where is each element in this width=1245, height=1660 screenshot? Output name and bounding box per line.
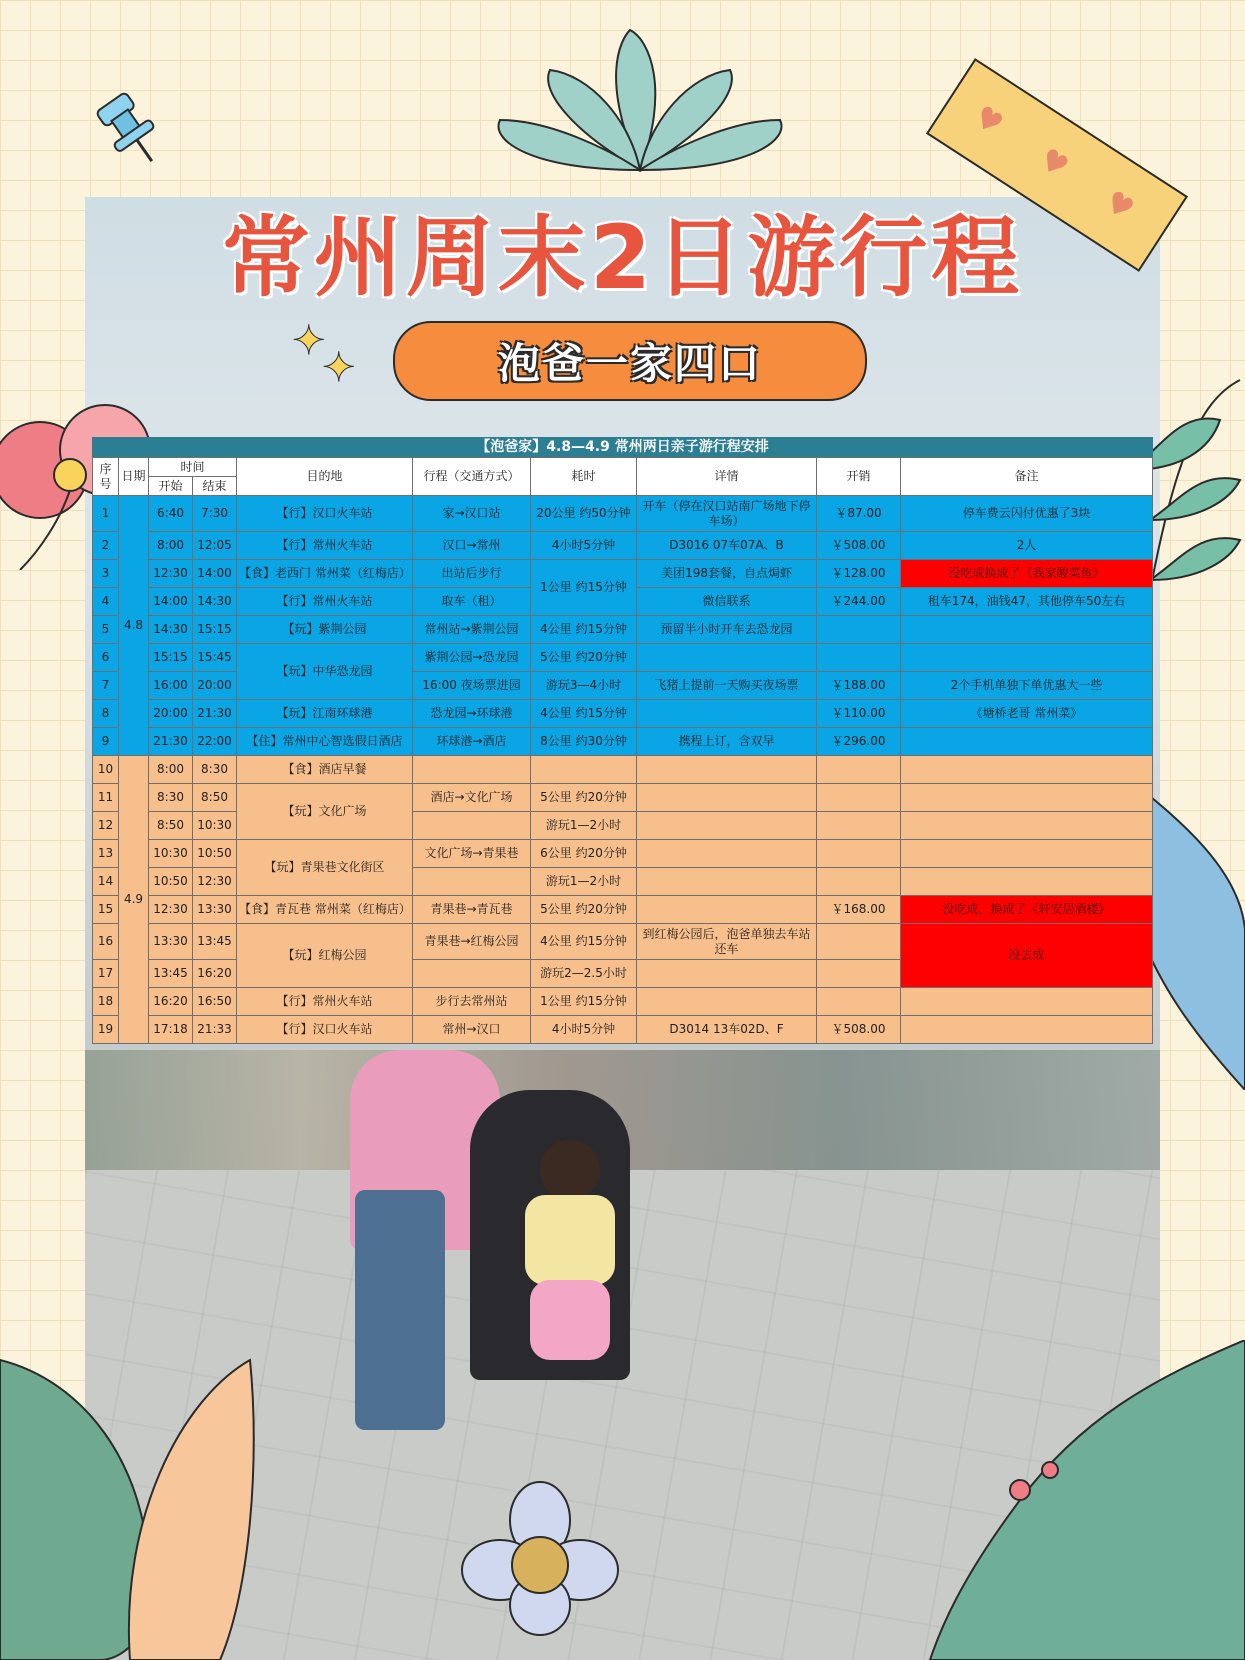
cell-destination: 【行】常州火车站 bbox=[237, 532, 413, 560]
table-row bbox=[93, 1016, 1153, 1044]
cell-notes: 没去成 bbox=[901, 924, 1153, 988]
cell-start: 16:20 bbox=[149, 988, 193, 1016]
table-caption: 【泡爸家】4.8—4.9 常州两日亲子游行程安排 bbox=[92, 437, 1153, 457]
cell-duration: 8公里 约30分钟 bbox=[531, 728, 637, 756]
cell-details bbox=[637, 784, 817, 812]
header-route: 行程（交通方式） bbox=[413, 458, 531, 496]
cell-notes bbox=[901, 1016, 1153, 1044]
plant-icon bbox=[490, 20, 790, 180]
heart-icon: ♥ bbox=[967, 99, 1010, 144]
cell-end: 10:50 bbox=[193, 840, 237, 868]
cell-seq: 2 bbox=[93, 532, 119, 560]
cell-cost: ￥508.00 bbox=[817, 532, 901, 560]
table-row bbox=[93, 756, 1153, 784]
cell-seq: 14 bbox=[93, 868, 119, 896]
header-destination: 目的地 bbox=[237, 458, 413, 496]
cell-start: 10:50 bbox=[149, 868, 193, 896]
cell-notes bbox=[901, 784, 1153, 812]
cell-notes: 2个手机单独下单优惠大一些 bbox=[901, 672, 1153, 700]
cell-route: 汉口→常州 bbox=[413, 532, 531, 560]
photo-child bbox=[520, 1140, 620, 1360]
cell-route: 常州→汉口 bbox=[413, 1016, 531, 1044]
leaf-icon bbox=[0, 1340, 260, 1660]
cell-seq: 9 bbox=[93, 728, 119, 756]
cell-route: 家→汉口站 bbox=[413, 496, 531, 532]
table-row bbox=[93, 784, 1153, 812]
cell-notes bbox=[901, 840, 1153, 868]
cell-start: 20:00 bbox=[149, 700, 193, 728]
cell-route: 文化广场→青果巷 bbox=[413, 840, 531, 868]
table-row bbox=[93, 840, 1153, 868]
cell-details bbox=[637, 700, 817, 728]
cell-start: 6:40 bbox=[149, 496, 193, 532]
cell-notes: 2人 bbox=[901, 532, 1153, 560]
cell-duration: 游玩1—2小时 bbox=[531, 868, 637, 896]
cell-destination: 【玩】青果巷文化街区 bbox=[237, 840, 413, 896]
cell-start: 13:45 bbox=[149, 960, 193, 988]
plant-icon bbox=[900, 1340, 1245, 1660]
cell-end: 13:30 bbox=[193, 896, 237, 924]
table-row bbox=[93, 728, 1153, 756]
table-row bbox=[93, 988, 1153, 1016]
cell-details bbox=[637, 644, 817, 672]
cell-route: 紫荆公园→恐龙园 bbox=[413, 644, 531, 672]
cell-details: 到红梅公园后，泡爸单独去车站还车 bbox=[637, 924, 817, 960]
cell-route: 取车（租） bbox=[413, 588, 531, 616]
cell-end: 16:50 bbox=[193, 988, 237, 1016]
cell-end: 21:33 bbox=[193, 1016, 237, 1044]
cell-duration: 游玩3—4小时 bbox=[531, 672, 637, 700]
cell-destination: 【住】常州中心智选假日酒店 bbox=[237, 728, 413, 756]
table-row bbox=[93, 644, 1153, 672]
cell-duration: 4小时5分钟 bbox=[531, 1016, 637, 1044]
cell-seq: 12 bbox=[93, 812, 119, 840]
cell-end: 12:05 bbox=[193, 532, 237, 560]
cell-route: 出站后步行 bbox=[413, 560, 531, 588]
table-row bbox=[93, 532, 1153, 560]
heart-icon: ♥ bbox=[1098, 183, 1140, 228]
cell-end: 16:20 bbox=[193, 960, 237, 988]
cell-start: 14:30 bbox=[149, 616, 193, 644]
cell-seq: 1 bbox=[93, 496, 119, 532]
cell-route: 16:00 夜场票进园 bbox=[413, 672, 531, 700]
header-duration: 耗时 bbox=[531, 458, 637, 496]
cell-end: 14:00 bbox=[193, 560, 237, 588]
cell-duration: 4公里 约15分钟 bbox=[531, 924, 637, 960]
cell-notes: 没吃成，换成了《轩安居酒楼》 bbox=[901, 896, 1153, 924]
cell-cost: ￥508.00 bbox=[817, 1016, 901, 1044]
header-start: 开始 bbox=[149, 477, 193, 496]
cell-duration: 游玩2—2.5小时 bbox=[531, 960, 637, 988]
cell-end: 14:30 bbox=[193, 588, 237, 616]
cell-cost bbox=[817, 812, 901, 840]
cell-end: 15:15 bbox=[193, 616, 237, 644]
sparkle-icon: ✦ bbox=[292, 318, 326, 364]
cell-destination: 【食】酒店早餐 bbox=[237, 756, 413, 784]
cell-date: 4.8 bbox=[119, 496, 149, 756]
cell-route: 恐龙园→环球港 bbox=[413, 700, 531, 728]
cell-duration: 5公里 约20分钟 bbox=[531, 644, 637, 672]
cell-cost bbox=[817, 924, 901, 960]
flower-icon bbox=[460, 1480, 620, 1640]
cell-duration: 6公里 约20分钟 bbox=[531, 840, 637, 868]
cell-cost bbox=[817, 756, 901, 784]
itinerary-table bbox=[92, 437, 1153, 1044]
cell-cost bbox=[817, 868, 901, 896]
cell-start: 8:00 bbox=[149, 756, 193, 784]
cell-duration bbox=[531, 756, 637, 784]
cell-destination: 【玩】紫荆公园 bbox=[237, 616, 413, 644]
cell-duration: 4小时5分钟 bbox=[531, 532, 637, 560]
cell-cost: ￥128.00 bbox=[817, 560, 901, 588]
cell-details bbox=[637, 868, 817, 896]
push-pin-icon bbox=[90, 90, 170, 170]
cell-notes: 没吃成换成了《我家酸菜鱼》 bbox=[901, 560, 1153, 588]
cell-start: 16:00 bbox=[149, 672, 193, 700]
cell-cost: ￥168.00 bbox=[817, 896, 901, 924]
cell-destination: 【食】青瓦巷 常州菜（红梅店） bbox=[237, 896, 413, 924]
cell-notes bbox=[901, 812, 1153, 840]
cell-seq: 6 bbox=[93, 644, 119, 672]
cell-route: 环球港→酒店 bbox=[413, 728, 531, 756]
cell-destination: 【玩】红梅公园 bbox=[237, 924, 413, 988]
header-end: 结束 bbox=[193, 477, 237, 496]
header-seq: 序号 bbox=[93, 458, 119, 496]
cell-destination: 【行】汉口火车站 bbox=[237, 496, 413, 532]
cell-duration: 5公里 约20分钟 bbox=[531, 896, 637, 924]
cell-duration: 5公里 约20分钟 bbox=[531, 784, 637, 812]
cell-details bbox=[637, 840, 817, 868]
subtitle-badge bbox=[393, 321, 867, 401]
cell-notes: 租车174，油钱47，其他停车50左右 bbox=[901, 588, 1153, 616]
table-row bbox=[93, 924, 1153, 960]
cell-seq: 4 bbox=[93, 588, 119, 616]
header-date: 日期 bbox=[119, 458, 149, 496]
cell-seq: 19 bbox=[93, 1016, 119, 1044]
table-row bbox=[93, 616, 1153, 644]
cell-duration: 1公里 约15分钟 bbox=[531, 560, 637, 616]
header-cost: 开销 bbox=[817, 458, 901, 496]
cell-start: 17:18 bbox=[149, 1016, 193, 1044]
cell-end: 8:50 bbox=[193, 784, 237, 812]
cell-route: 步行去常州站 bbox=[413, 988, 531, 1016]
table-row bbox=[93, 496, 1153, 532]
cell-notes bbox=[901, 756, 1153, 784]
cell-end: 10:30 bbox=[193, 812, 237, 840]
cell-destination: 【玩】中华恐龙园 bbox=[237, 644, 413, 700]
cell-cost: ￥110.00 bbox=[817, 700, 901, 728]
cell-destination: 【玩】文化广场 bbox=[237, 784, 413, 840]
cell-cost: ￥188.00 bbox=[817, 672, 901, 700]
cell-date: 4.9 bbox=[119, 756, 149, 1044]
cell-details: D3014 13车02D、F bbox=[637, 1016, 817, 1044]
cell-destination: 【行】汉口火车站 bbox=[237, 1016, 413, 1044]
cell-details: 微信联系 bbox=[637, 588, 817, 616]
header-time: 时间 bbox=[149, 458, 237, 477]
cell-details bbox=[637, 812, 817, 840]
cell-cost bbox=[817, 960, 901, 988]
cell-start: 21:30 bbox=[149, 728, 193, 756]
header-details: 详情 bbox=[637, 458, 817, 496]
cell-seq: 5 bbox=[93, 616, 119, 644]
cell-cost bbox=[817, 840, 901, 868]
cell-duration: 4公里 约15分钟 bbox=[531, 700, 637, 728]
cell-seq: 10 bbox=[93, 756, 119, 784]
cell-seq: 18 bbox=[93, 988, 119, 1016]
cell-details bbox=[637, 988, 817, 1016]
photo-adult-jeans bbox=[355, 1190, 445, 1430]
cell-destination: 【行】常州火车站 bbox=[237, 988, 413, 1016]
cell-notes bbox=[901, 868, 1153, 896]
cell-details: 开车（停在汉口站南广场地下停车场） bbox=[637, 496, 817, 532]
table-row bbox=[93, 560, 1153, 588]
cell-seq: 11 bbox=[93, 784, 119, 812]
cell-duration: 20公里 约50分钟 bbox=[531, 496, 637, 532]
cell-end: 13:45 bbox=[193, 924, 237, 960]
cell-start: 12:30 bbox=[149, 896, 193, 924]
cell-start: 8:30 bbox=[149, 784, 193, 812]
cell-route: 青果巷→青瓦巷 bbox=[413, 896, 531, 924]
cell-start: 14:00 bbox=[149, 588, 193, 616]
cell-duration: 游玩1—2小时 bbox=[531, 812, 637, 840]
cell-destination: 【玩】江南环球港 bbox=[237, 700, 413, 728]
cell-seq: 17 bbox=[93, 960, 119, 988]
cell-start: 15:15 bbox=[149, 644, 193, 672]
cell-notes bbox=[901, 616, 1153, 644]
cell-route bbox=[413, 756, 531, 784]
sparkle-icon: ✦ bbox=[322, 345, 356, 391]
cell-notes: 停车费云闪付优惠了3块 bbox=[901, 496, 1153, 532]
cell-end: 12:30 bbox=[193, 868, 237, 896]
cell-details bbox=[637, 756, 817, 784]
cell-cost: ￥296.00 bbox=[817, 728, 901, 756]
cell-start: 12:30 bbox=[149, 560, 193, 588]
cell-route bbox=[413, 868, 531, 896]
cell-start: 8:50 bbox=[149, 812, 193, 840]
cell-cost: ￥87.00 bbox=[817, 496, 901, 532]
cell-duration: 4公里 约15分钟 bbox=[531, 616, 637, 644]
table-row bbox=[93, 896, 1153, 924]
cell-cost bbox=[817, 988, 901, 1016]
cell-end: 20:00 bbox=[193, 672, 237, 700]
cell-start: 10:30 bbox=[149, 840, 193, 868]
cell-route bbox=[413, 812, 531, 840]
cell-cost bbox=[817, 644, 901, 672]
cell-end: 22:00 bbox=[193, 728, 237, 756]
cell-notes: 《塘桥老哥 常州菜》 bbox=[901, 700, 1153, 728]
cell-seq: 16 bbox=[93, 924, 119, 960]
cell-end: 21:30 bbox=[193, 700, 237, 728]
cell-route bbox=[413, 960, 531, 988]
cell-notes bbox=[901, 728, 1153, 756]
cell-details: 美团198套餐，自点焗虾 bbox=[637, 560, 817, 588]
cell-notes bbox=[901, 644, 1153, 672]
cell-end: 7:30 bbox=[193, 496, 237, 532]
cell-details bbox=[637, 960, 817, 988]
cell-end: 8:30 bbox=[193, 756, 237, 784]
subtitle: 泡爸一家四口 bbox=[497, 339, 762, 388]
cell-seq: 13 bbox=[93, 840, 119, 868]
cell-cost bbox=[817, 784, 901, 812]
cell-notes bbox=[901, 988, 1153, 1016]
page-title: 常州周末2日游行程 bbox=[221, 206, 1024, 309]
cell-route: 常州站→紫荆公园 bbox=[413, 616, 531, 644]
cell-seq: 15 bbox=[93, 896, 119, 924]
cell-destination: 【行】常州火车站 bbox=[237, 588, 413, 616]
cell-route: 酒店→文化广场 bbox=[413, 784, 531, 812]
cell-details: D3016 07车07A、B bbox=[637, 532, 817, 560]
cell-seq: 8 bbox=[93, 700, 119, 728]
cell-start: 8:00 bbox=[149, 532, 193, 560]
cell-seq: 7 bbox=[93, 672, 119, 700]
cell-cost: ￥244.00 bbox=[817, 588, 901, 616]
table-row bbox=[93, 700, 1153, 728]
cell-route: 青果巷→红梅公园 bbox=[413, 924, 531, 960]
heart-icon: ♥ bbox=[1032, 141, 1075, 186]
cell-cost bbox=[817, 616, 901, 644]
cell-destination: 【食】老西门 常州菜（红梅店） bbox=[237, 560, 413, 588]
cell-details: 携程上订，含双早 bbox=[637, 728, 817, 756]
cell-seq: 3 bbox=[93, 560, 119, 588]
header-notes: 备注 bbox=[901, 458, 1153, 496]
cell-start: 13:30 bbox=[149, 924, 193, 960]
cell-details: 飞猪上提前一天购买夜场票 bbox=[637, 672, 817, 700]
cell-details: 预留半小时开车去恐龙园 bbox=[637, 616, 817, 644]
cell-details bbox=[637, 896, 817, 924]
cell-end: 15:45 bbox=[193, 644, 237, 672]
cell-duration: 1公里 约15分钟 bbox=[531, 988, 637, 1016]
